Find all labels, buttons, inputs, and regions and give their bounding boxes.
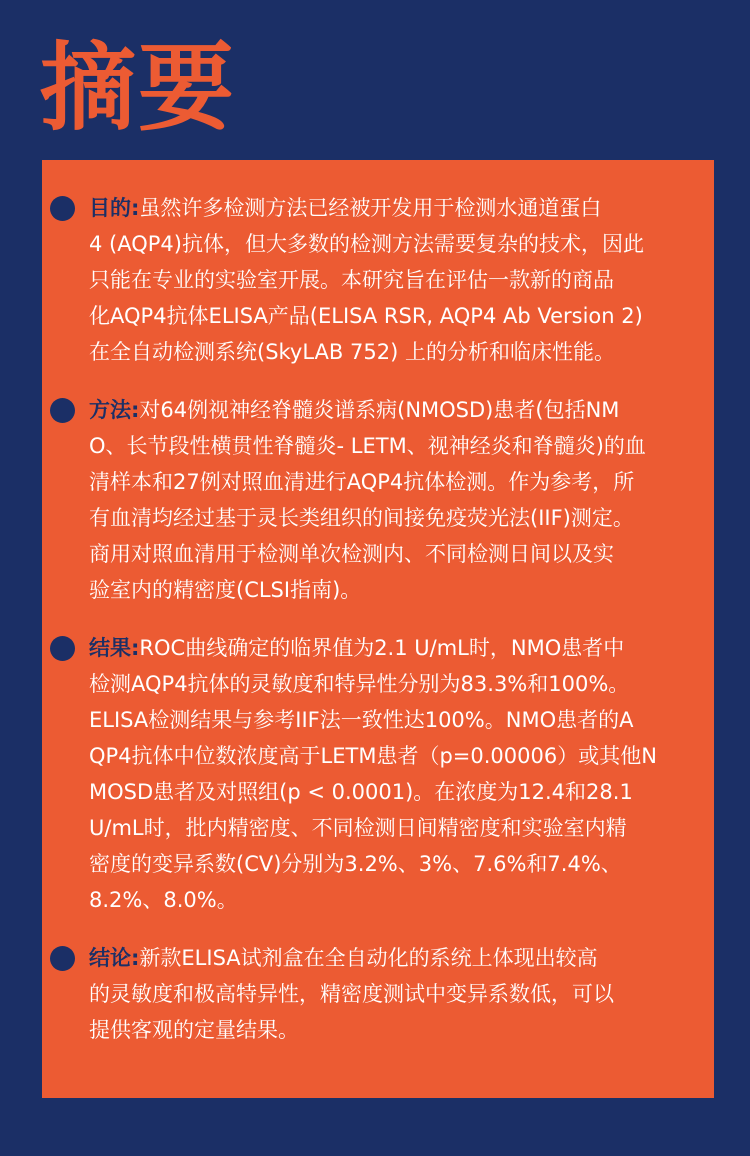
text-line: 结论:新款ELISA试剂盒在全自动化的系统上体现出较高 (89, 946, 598, 970)
text-line: 验室内的精密度(CLSI指南)。 (89, 578, 362, 602)
text-line: U/mL时，批内精密度、不同检测日间精密度和实验室内精 (89, 816, 627, 840)
bullet-icon (50, 946, 75, 971)
text-line: 密度的变异系数(CV)分别为3.2%、3%、7.6%和7.4%、 (89, 852, 622, 876)
text-line: 检测AQP4抗体的灵敏度和特异性分别为83.3%和100%。 (89, 672, 630, 696)
text-line: 在全自动检测系统(SkyLAB 752) 上的分析和临床性能。 (89, 340, 615, 364)
text-line: 提供客观的定量结果。 (89, 1018, 299, 1042)
page-title: 摘要 (40, 32, 236, 144)
section-label: 目的: (89, 196, 140, 220)
text-line: 目的:虽然许多检测方法已经被开发用于检测水通道蛋白 (89, 196, 602, 220)
section-label: 结论: (89, 946, 140, 970)
text-line: 结果:ROC曲线确定的临界值为2.1 U/mL时，NMO患者中 (89, 636, 625, 660)
section-text (89, 630, 697, 918)
text-line: 商用对照血清用于检测单次检测内、不同检测日间以及实 (89, 542, 614, 566)
text-line: O、长节段性横贯性脊髓炎- LETM、视神经炎和脊髓炎)的血 (89, 434, 646, 458)
bullet-icon (50, 398, 75, 423)
text-line: ELISA检测结果与参考IIF法一致性达100%。NMO患者的A (89, 708, 634, 732)
section-text (89, 392, 697, 608)
text-line: 化AQP4抗体ELISA产品(ELISA RSR, AQP4 Ab Version 2) (89, 304, 643, 328)
bullet-icon (50, 636, 75, 661)
section-label: 结果: (89, 636, 140, 660)
section-label: 方法: (89, 398, 140, 422)
abstract-panel (42, 160, 714, 1098)
text-line: 只能在专业的实验室开展。本研究旨在评估一款新的商品 (89, 268, 614, 292)
text-line: 8.2%、8.0%。 (89, 888, 238, 912)
text-line: 方法:对64例视神经脊髓炎谱系病(NMOSD)患者(包括NM (89, 398, 620, 422)
text-line: 有血清均经过基于灵长类组织的间接免疫荧光法(IIF)测定。 (89, 506, 634, 530)
text-line: QP4抗体中位数浓度高于LETM患者（p=0.00006）或其他N (89, 744, 657, 768)
section-text (89, 940, 697, 1048)
bullet-icon (50, 196, 75, 221)
text-line: MOSD患者及对照组(p < 0.0001)。在浓度为12.4和28.1 (89, 780, 633, 804)
text-line: 4 (AQP4)抗体，但大多数的检测方法需要复杂的技术，因此 (89, 232, 644, 256)
section-text (89, 190, 697, 370)
text-line: 的灵敏度和极高特异性，精密度测试中变异系数低，可以 (89, 982, 614, 1006)
text-line: 清样本和27例对照血清进行AQP4抗体检测。作为参考，所 (89, 470, 635, 494)
